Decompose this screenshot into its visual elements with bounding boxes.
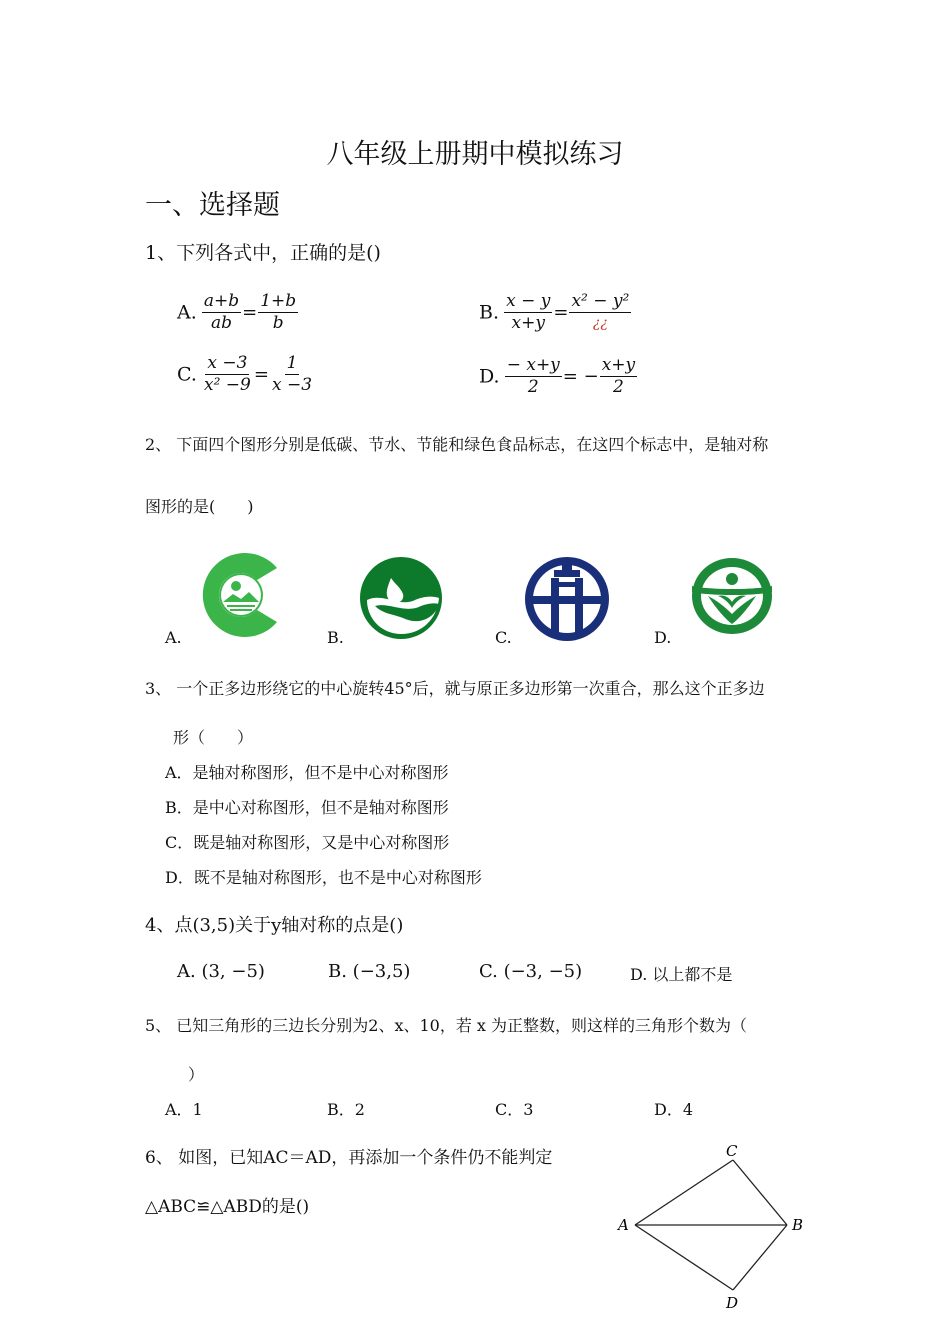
q1-c-label: C. (177, 363, 197, 386)
segment-ac (635, 1160, 733, 1225)
q5-stem-line2: ） (188, 1065, 205, 1084)
q4-option-a[interactable]: A. (3, −5) (177, 961, 265, 982)
point-a-label: A (618, 1216, 629, 1234)
low-carbon-logo (199, 550, 281, 640)
q1-a-label: A. (177, 301, 197, 324)
point-c-label: C (726, 1142, 738, 1160)
green-food-logo (690, 556, 774, 636)
q1-d-left-fraction: $\frac{- x+y}{2}$ (506, 355, 560, 397)
q1-stem: 1、下列各式中，正确的是() (145, 242, 381, 264)
q6-stem-line2: △ABC≌△ABD的是() (145, 1197, 310, 1217)
segment-ad (635, 1225, 733, 1290)
q2-stem-line2: 图形的是( ) (145, 497, 254, 516)
q1-option-b[interactable] (479, 291, 631, 334)
q1-option-c[interactable] (177, 353, 314, 396)
q1-b-equals: = (553, 302, 569, 323)
q1-option-d[interactable] (479, 355, 637, 398)
q1-c-right-fraction: $\frac{1}{x -3}$ (271, 353, 313, 395)
q1-d-equals: = − (562, 366, 599, 387)
q3-stem-line2: 形（ ） (173, 728, 254, 747)
q2-stem-line1: 2、 下面四个图形分别是低碳、节水、节能和绿色食品标志，在这四个标志中，是轴对称 (145, 435, 769, 454)
q1-option-a[interactable] (177, 291, 298, 334)
q4-stem: 4、点(3,5)关于y轴对称的点是() (145, 915, 404, 936)
q3-option-a[interactable]: A．是轴对称图形，但不是中心对称图形 (165, 763, 449, 782)
energy-saving-logo (524, 556, 610, 642)
q2-option-c-label[interactable]: C. (495, 628, 512, 647)
q2-option-a-label[interactable]: A. (165, 628, 182, 647)
q1-a-left-fraction: $\frac{a+b}{ab}$ (203, 291, 240, 333)
q5-option-b[interactable]: B．2 (327, 1100, 365, 1119)
water-saving-logo (359, 556, 443, 640)
point-b-label: B (792, 1216, 804, 1234)
q1-a-right-fraction: $\frac{1+b}{b}$ (260, 291, 297, 333)
q5-option-c[interactable]: C．3 (495, 1100, 534, 1119)
q6-stem-line1: 6、 如图，已知AC＝AD，再添加一个条件仍不能判定 (145, 1148, 553, 1168)
q1-d-label: D. (479, 365, 500, 388)
q3-stem-line1: 3、 一个正多边形绕它的中心旋转45°后，就与原正多边形第一次重合，那么这个正多边 (145, 679, 765, 698)
q1-b-label: B. (479, 301, 500, 324)
q1-c-equals: = (253, 364, 269, 385)
segment-db (733, 1225, 787, 1290)
q1-a-equals: = (242, 302, 258, 323)
q1-b-left-fraction: $\frac{x - y}{x+y}$ (506, 291, 551, 333)
q3-option-c[interactable]: C．既是轴对称图形，又是中心对称图形 (165, 833, 450, 852)
q5-option-d[interactable]: D．4 (654, 1100, 694, 1119)
q2-option-d-label[interactable]: D. (654, 628, 672, 647)
q5-stem-line1: 5、 已知三角形的三边长分别为2、x、10，若 x 为正整数，则这样的三角形个数为（ (145, 1016, 748, 1035)
q4-option-c[interactable]: C. (−3, −5) (479, 961, 583, 982)
page-title: 八年级上册期中模拟练习 (326, 139, 624, 170)
section-heading: 一、选择题 (145, 190, 280, 221)
q5-option-a[interactable]: A．1 (165, 1100, 203, 1119)
q1-c-left-fraction: $\frac{x -3}{\text{x² −9}}$ (204, 353, 251, 395)
point-d-label: D (726, 1294, 739, 1312)
q4-option-d[interactable]: D. 以上都不是 (630, 965, 733, 984)
segment-cb (733, 1160, 787, 1225)
q1-d-right-fraction: $\frac{x+y}{2}$ (601, 355, 636, 397)
q6-geometry-figure (610, 1136, 810, 1316)
q3-option-d[interactable]: D．既不是轴对称图形，也不是中心对称图形 (165, 868, 482, 887)
q2-option-b-label[interactable]: B. (327, 628, 344, 647)
q1-b-right-fraction: $\frac{\text{x² − y²}}{¿¿}$ (571, 291, 630, 331)
q3-option-b[interactable]: B．是中心对称图形，但不是轴对称图形 (165, 798, 449, 817)
q4-option-b[interactable]: B. (−3,5) (328, 961, 411, 982)
